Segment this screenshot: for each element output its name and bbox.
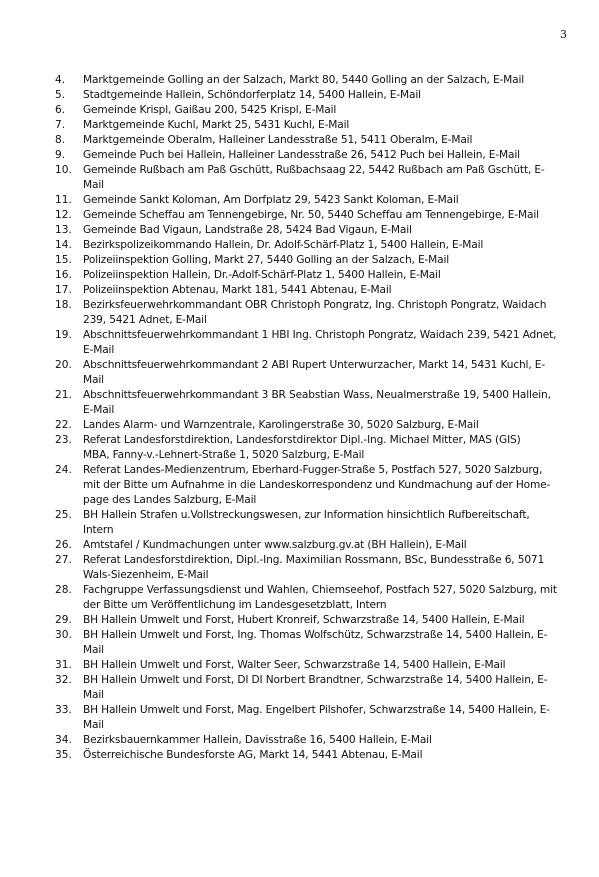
item-text: Marktgemeinde Kuchl, Markt 25, 5431 Kuchl, E-Mail (83, 119, 350, 131)
item-number: 32. (55, 674, 72, 686)
item-number: 31. (55, 659, 72, 671)
list-item (55, 328, 575, 358)
item-number: 24. (55, 464, 72, 476)
item-text: Polizeiinspektion Abtenau, Markt 181, 5441 Abtenau, E-Mail (83, 284, 392, 296)
item-number: 18. (55, 299, 72, 311)
list-item (55, 133, 575, 148)
item-number: 10. (55, 164, 72, 176)
item-number: 5. (55, 89, 66, 101)
item-text: Landes Alarm- und Warnzentrale, Karolingerstraße 30, 5020 Salzburg, E-Mail (83, 419, 479, 431)
item-number: 23. (55, 434, 72, 446)
list-item (55, 148, 575, 163)
item-text: BH Hallein Umwelt und Forst, Mag. Engelbert Pilshofer, Schwarzstraße 14, 5400 Hallein, E- Mail (83, 704, 550, 731)
item-number: 19. (55, 329, 72, 341)
list-item (55, 208, 575, 223)
item-number: 7. (55, 119, 66, 131)
item-number: 21. (55, 389, 72, 401)
list-item (55, 613, 575, 628)
page-number: 3 (560, 28, 567, 41)
list-item (55, 553, 575, 583)
list-item (55, 163, 575, 193)
list-item (55, 253, 575, 268)
item-number: 16. (55, 269, 72, 281)
item-number: 34. (55, 734, 72, 746)
list-item (55, 658, 575, 673)
item-text: Gemeinde Sankt Koloman, Am Dorfplatz 29, 5423 Sankt Koloman, E-Mail (83, 194, 459, 206)
distribution-list (55, 73, 575, 763)
item-number: 8. (55, 134, 66, 146)
item-number: 22. (55, 419, 72, 431)
item-number: 26. (55, 539, 72, 551)
item-text: BH Hallein Umwelt und Forst, Hubert Kronreif, Schwarzstraße 14, 5400 Hallein, E-Mail (83, 614, 525, 626)
item-text: Abschnittsfeuerwehrkommandant 2 ABI Rupert Unterwurzacher, Markt 14, 5431 Kuchl, E- Mail (83, 359, 545, 386)
item-number: 17. (55, 284, 72, 296)
item-number: 20. (55, 359, 72, 371)
list-item (55, 538, 575, 553)
list-item (55, 418, 575, 433)
item-text: Referat Landesforstdirektion, Landesforstdirektor Dipl.-Ing. Michael Mitter, MAS (GIS) MBA, Fanny-v.-Lehnert-Straße 1, 5020 Salzburg, E-Mail (83, 434, 521, 461)
list-item (55, 118, 575, 133)
item-text: Marktgemeinde Oberalm, Halleiner Landesstraße 51, 5411 Oberalm, E-Mail (83, 134, 473, 146)
item-number: 25. (55, 509, 72, 521)
item-number: 13. (55, 224, 72, 236)
list-item (55, 238, 575, 253)
item-number: 9. (55, 149, 66, 161)
item-text: Referat Landesforstdirektion, Dipl.-Ing. Maximilian Rossmann, BSc, Bundesstraße 6, 5071 Wals-Siezenheim, E-Mail (83, 554, 545, 581)
item-number: 12. (55, 209, 72, 221)
item-text: Gemeinde Krispl, Gaißau 200, 5425 Krispl, E-Mail (83, 104, 337, 116)
list-item (55, 388, 575, 418)
item-text: Österreichische Bundesforste AG, Markt 14, 5441 Abtenau, E-Mail (83, 749, 423, 761)
list-item (55, 733, 575, 748)
list-item (55, 88, 575, 103)
list-item (55, 193, 575, 208)
item-text: Bezirksfeuerwehrkommandant OBR Christoph Pongratz, Ing. Christoph Pongratz, Waidach 239, 5421 Adnet, E-Mail (83, 299, 547, 326)
item-text: Abschnittsfeuerwehrkommandant 1 HBI Ing. Christoph Pongratz, Waidach 239, 5421 Adnet, E-Mail (83, 329, 557, 356)
item-number: 14. (55, 239, 72, 251)
item-text: Gemeinde Rußbach am Paß Gschütt, Rußbachsaag 22, 5442 Rußbach am Paß Gschütt, E- Mail (83, 164, 545, 191)
item-number: 35. (55, 749, 72, 761)
item-text: Polizeiinspektion Golling, Markt 27, 5440 Golling an der Salzach, E-Mail (83, 254, 450, 266)
list-item (55, 583, 575, 613)
item-number: 15. (55, 254, 72, 266)
item-text: Gemeinde Scheffau am Tennengebirge, Nr. 50, 5440 Scheffau am Tennengebirge, E-Mail (83, 209, 539, 221)
item-number: 4. (55, 74, 66, 86)
item-text: Abschnittsfeuerwehrkommandant 3 BR Seabstian Wass, Neualmerstraße 19, 5400 Hallein, E-Mail (83, 389, 551, 416)
list-item (55, 283, 575, 298)
list-item (55, 73, 575, 88)
item-text: Gemeinde Puch bei Hallein, Halleiner Landesstraße 26, 5412 Puch bei Hallein, E-Mail (83, 149, 520, 161)
item-number: 33. (55, 704, 72, 716)
list-item (55, 103, 575, 118)
item-text: BH Hallein Umwelt und Forst, Walter Seer, Schwarzstraße 14, 5400 Hallein, E-Mail (83, 659, 506, 671)
item-text: Gemeinde Bad Vigaun, Landstraße 28, 5424 Bad Vigaun, E-Mail (83, 224, 412, 236)
item-number: 11. (55, 194, 72, 206)
list-item (55, 268, 575, 283)
list-item (55, 703, 575, 733)
item-text: Bezirkspolizeikommando Hallein, Dr. Adolf-Schärf-Platz 1, 5400 Hallein, E-Mail (83, 239, 484, 251)
item-number: 27. (55, 554, 72, 566)
item-text: Bezirksbauernkammer Hallein, Davisstraße 16, 5400 Hallein, E-Mail (83, 734, 432, 746)
list-item (55, 748, 575, 763)
item-text: Polizeiinspektion Hallein, Dr.-Adolf-Schärf-Platz 1, 5400 Hallein, E-Mail (83, 269, 441, 281)
item-text: BH Hallein Umwelt und Forst, DI DI Norbert Brandtner, Schwarzstraße 14, 5400 Hallein, E- Mail (83, 674, 548, 701)
list-item (55, 673, 575, 703)
list-item (55, 508, 575, 538)
item-number: 28. (55, 584, 72, 596)
list-item (55, 433, 575, 463)
list-item (55, 463, 575, 508)
item-text: Fachgruppe Verfassungsdienst und Wahlen, Chiemseehof, Postfach 527, 5020 Salzburg, mit der Bitte um Veröffentlichung im Landesgesetzblatt, Intern (83, 584, 557, 611)
item-text: Referat Landes-Medienzentrum, Eberhard-Fugger-Straße 5, Postfach 527, 5020 Salzburg, mit der Bitte um Aufnahme in die Landeskorrespondenz und Kundmachung auf der Home- page des Landes Salzburg, E-Mail (83, 464, 551, 506)
list-item (55, 298, 575, 328)
list-item (55, 628, 575, 658)
item-text: Marktgemeinde Golling an der Salzach, Markt 80, 5440 Golling an der Salzach, E-Mail (83, 74, 525, 86)
list-item (55, 223, 575, 238)
item-text: BH Hallein Umwelt und Forst, Ing. Thomas Wolfschütz, Schwarzstraße 14, 5400 Hallein, E- Mail (83, 629, 548, 656)
item-number: 6. (55, 104, 66, 116)
item-text: Amtstafel / Kundmachungen unter www.salzburg.gv.at (BH Hallein), E-Mail (83, 539, 467, 551)
item-number: 29. (55, 614, 72, 626)
item-text: BH Hallein Strafen u.Vollstreckungswesen, zur Information hinsichtlich Rufbereitschaft, Intern (83, 509, 530, 536)
list-item (55, 358, 575, 388)
item-text: Stadtgemeinde Hallein, Schöndorferplatz 14, 5400 Hallein, E-Mail (83, 89, 421, 101)
item-number: 30. (55, 629, 72, 641)
